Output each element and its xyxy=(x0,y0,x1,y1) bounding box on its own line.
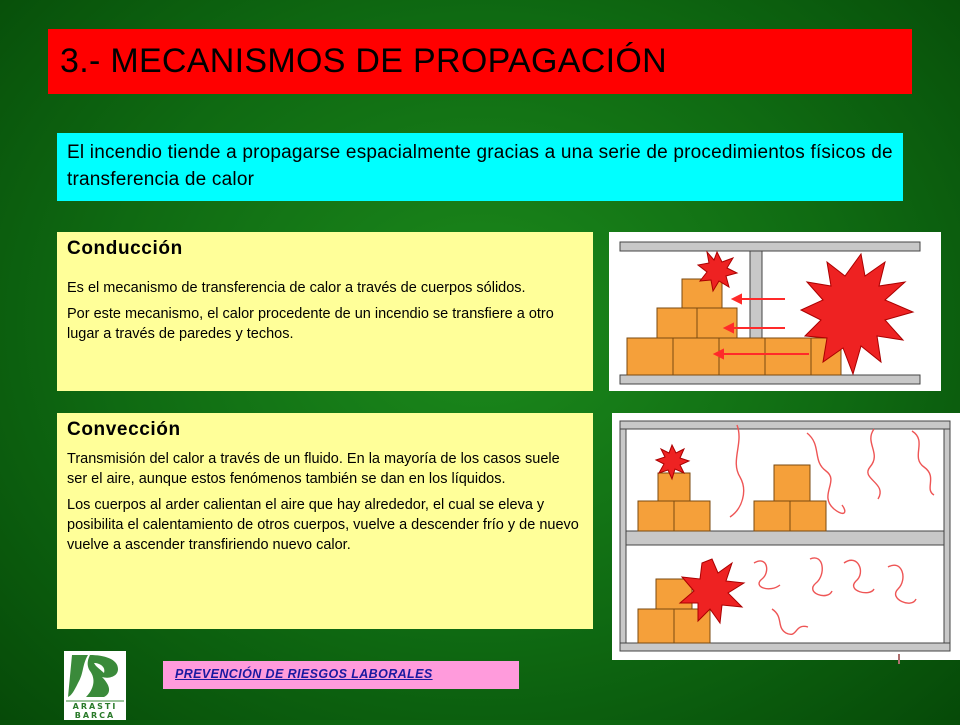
conveccion-text-1: Transmisión del calor a través de un fluido. En la mayoría de los casos suele ser el aire, aunque estos fenómenos también se dan en los líquidos. xyxy=(67,451,560,487)
conduction-illustration xyxy=(609,232,941,391)
top-beam xyxy=(620,421,950,429)
page-title: 3.- MECANISMOS DE PROPAGACIÓN xyxy=(60,42,667,80)
conveccion-panel xyxy=(57,413,593,629)
logo-emblem-icon xyxy=(64,651,126,720)
slide-marker xyxy=(898,654,900,664)
conduccion-text-1: Es el mecanismo de transferencia de calor a través de cuerpos sólidos. xyxy=(67,280,526,296)
intro-box: El incendio tiende a propagarse espacialmente gracias a una serie de procedimientos físicos de transferencia de calor xyxy=(57,133,903,201)
conduccion-heading: Conducción xyxy=(67,238,183,259)
upper-left-boxes xyxy=(638,473,710,531)
convection-illustration xyxy=(612,413,960,660)
logo-line1: ARASTI xyxy=(72,702,118,711)
conduccion-text-2: Por este mecanismo, el calor procedente de un incendio se transfiere a otro lugar a través de paredes y techos. xyxy=(67,306,554,342)
conveccion-text-2: Los cuerpos al arder calientan el aire que hay alrededor, el cual se eleva y posibilita el calentamiento de otros cuerpos, vuelve a descender frío y de nuevo vuelve a ascender transfiriendo nuevo calor. xyxy=(67,497,579,553)
floor-beam xyxy=(620,375,920,384)
right-post xyxy=(944,429,950,643)
upper-right-boxes xyxy=(754,465,826,531)
middle-beam xyxy=(620,531,950,545)
company-logo xyxy=(64,651,126,720)
conduccion-panel xyxy=(57,232,593,391)
footer-link[interactable]: PREVENCIÓN DE RIESGOS LABORALES xyxy=(163,661,519,689)
convection-diagram xyxy=(612,413,960,660)
conduction-diagram xyxy=(609,232,941,391)
logo-line2: BARCA xyxy=(74,711,116,720)
title-bar xyxy=(48,29,912,94)
conveccion-heading: Convección xyxy=(67,419,181,440)
ceiling-beam xyxy=(620,242,920,251)
bottom-beam xyxy=(620,643,950,651)
left-post xyxy=(620,429,626,643)
